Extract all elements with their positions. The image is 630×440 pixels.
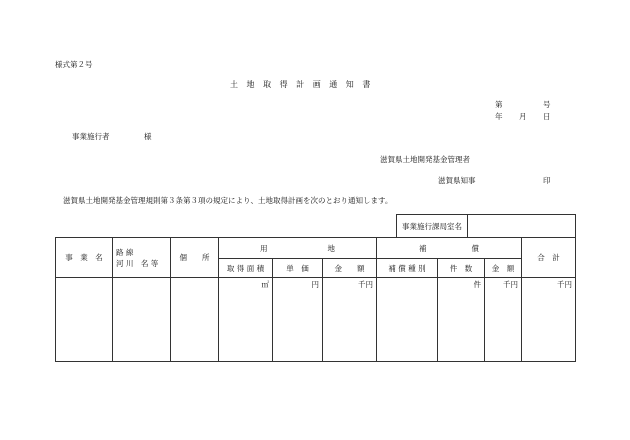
header-project-name: 事 業 名 bbox=[65, 253, 103, 262]
table-right-border bbox=[575, 237, 576, 362]
header-land: 用 地 bbox=[260, 243, 335, 253]
office-value[interactable] bbox=[468, 215, 575, 237]
header-location: 個 所 bbox=[179, 253, 210, 262]
seal-mark: 印 bbox=[543, 176, 551, 185]
subheader-comp-type: 補 償 種 別 bbox=[388, 263, 426, 273]
sender-org: 滋賀県土地開発基金管理者 bbox=[380, 155, 470, 164]
subheader-land-amount: 金 額 bbox=[334, 263, 365, 273]
body-text: 滋賀県土地開発基金管理規則第３条第３項の規定により、土地取得計画を次のとおり通知します。 bbox=[63, 196, 393, 205]
subheader-area: 取 得 面 積 bbox=[226, 263, 265, 273]
unit-total: 千円 bbox=[557, 280, 572, 289]
table-bottom-line bbox=[55, 361, 576, 362]
office-box-right bbox=[575, 214, 576, 237]
form-number: 様式第２号 bbox=[55, 60, 93, 69]
subheader-unit-price: 単 価 bbox=[286, 263, 309, 273]
sender-official: 滋賀県知事 bbox=[438, 176, 476, 185]
doc-number-suffix: 号 bbox=[543, 100, 551, 109]
doc-number-prefix: 第 bbox=[495, 100, 503, 109]
unit-land-amount: 千円 bbox=[358, 280, 373, 289]
addressee-label: 事業施行者 bbox=[72, 132, 110, 141]
unit-count: 件 bbox=[473, 280, 481, 289]
header-total: 合 計 bbox=[537, 253, 560, 262]
header-route-line2: 河 川 名 等 bbox=[116, 258, 159, 268]
unit-area: ㎡ bbox=[261, 280, 269, 289]
unit-comp-amount: 千円 bbox=[503, 280, 518, 289]
header-route bbox=[113, 238, 173, 277]
document-title: 土 地 取 得 計 画 通 知 書 bbox=[230, 80, 374, 89]
date-day: 日 bbox=[543, 112, 551, 121]
header-route-line1: 路 線 bbox=[116, 247, 134, 257]
header-compensation: 補 償 bbox=[419, 243, 479, 253]
date-month: 月 bbox=[519, 112, 527, 121]
unit-yen: 円 bbox=[311, 280, 319, 289]
subheader-comp-amount: 金 額 bbox=[491, 263, 515, 273]
subheader-count: 件 数 bbox=[449, 263, 473, 273]
date-year: 年 bbox=[495, 112, 503, 121]
table-header-bottom-line bbox=[55, 277, 576, 278]
office-label: 事業施行課局室名 bbox=[402, 221, 462, 231]
addressee-honorific: 様 bbox=[144, 132, 152, 141]
